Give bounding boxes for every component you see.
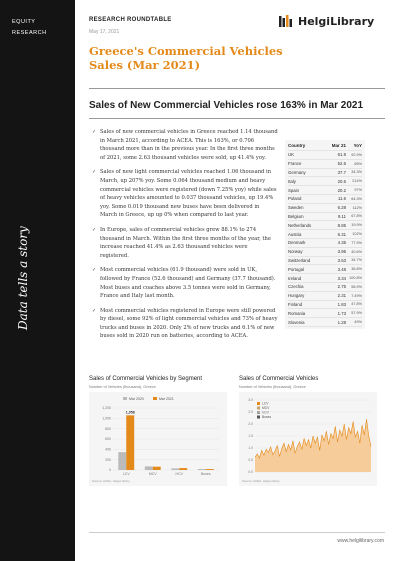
table-row [288,230,362,239]
cell-yoy: 7.49% [351,293,362,298]
cell-yoy: 214% [352,179,362,184]
brand-logo[interactable] [278,14,374,28]
cell-mar21: 3.53 [337,257,346,263]
cell-yoy: 97% [354,188,362,193]
brand-name: HelgiLibrary [298,14,375,28]
bar-mar-2021 [206,469,214,470]
cell-mar21: 52.6 [337,161,346,167]
cell-yoy: 112% [352,205,362,210]
cell-yoy: 92.9% [351,152,362,157]
cell-country: UK [288,152,294,158]
cell-mar21: 1.73 [337,310,346,316]
y-tick-label: 1.0 [248,446,253,451]
cell-mar21: 1.83 [337,301,346,307]
y-tick-label: 200 [105,457,111,462]
cell-country: France [288,161,302,167]
cell-mar21: 6.31 [337,231,346,237]
title-divider [89,88,385,89]
y-tick-label: 1,200 [102,406,111,411]
y-tick-label: 0.0 [248,470,253,475]
table-row [288,159,362,168]
chart-area [239,392,377,486]
cell-yoy: 19.9% [351,223,362,228]
cell-mar21: 2.31 [337,293,346,299]
cell-yoy: 67.8% [351,214,362,219]
table-row [288,318,362,327]
cell-yoy: 102% [352,232,362,237]
bar-mar-2020 [118,452,126,470]
table-row [288,256,362,265]
table-row [288,265,362,274]
y-tick-label: 3.0 [248,398,253,403]
legend-swatch [257,407,260,410]
cell-country: Netherlands [288,222,312,228]
sidebar [0,0,75,561]
header-kicker: RESEARCH ROUNDTABLE [89,17,172,23]
chart-source: Source: ACEA, Helgi Library [242,479,280,483]
sidebar-label-research: RESEARCH [12,30,47,36]
legend-swatch [153,397,157,400]
legend-swatch [257,416,260,419]
cell-mar21: 61.9 [337,152,346,158]
table-row [288,274,362,283]
cell-mar21: 4.35 [337,240,346,246]
bar-mar-2021 [179,468,187,470]
bar-mar-2021 [126,415,134,470]
cell-mar21: 3.48 [337,266,346,272]
y-tick-label: 400 [105,447,111,452]
cell-yoy: 49% [354,320,362,325]
cell-mar21: 1.28 [337,319,346,325]
cell-mar21: 9.11 [337,213,346,219]
bar-mar-2021 [153,467,161,470]
cell-country: Belgium [288,213,304,219]
cell-yoy: 40.6% [351,249,362,254]
section-divider [89,118,385,119]
legend-label: Mar 2021 [159,397,174,401]
y-tick-label: 0 [109,468,111,473]
cell-mar21: 6.28 [337,205,346,211]
table-row [288,186,362,195]
chart-title: Sales of Commercial Vehicles by Segment [89,376,203,382]
y-tick-label: 0.5 [248,458,253,463]
cell-mar21: 3.34 [337,275,346,281]
bullet-item: ✓ Most commercial vehicles registered in Europe were still powered by diesel, some 92% of light commercial vehicles and 73% of heavy trucks and buses in 2020. Only 2% of new trucks and 6.1% of new buses sold in 2020 run on batteries, according to ACEA. [92,307,278,341]
sidebar-label-equity: EQUITY [12,19,36,25]
cell-yoy: 65% [354,161,362,166]
segment-chart [89,376,227,486]
cell-yoy: 77.9% [351,240,362,245]
legend-swatch [257,411,260,414]
bar-mar-2020 [145,466,153,470]
cell-country: Slovenia [288,319,305,325]
cell-yoy: 36.8% [351,267,362,272]
cell-country: Germany [288,169,306,175]
bullet-item: ✓ In Europe, sales of commercial vehicles grew 88.1% to 274 thousand in March. Within the first three months of the year, the increase reached 41.4% as 2.63 thousand vehicles were registered. [92,226,278,260]
chart-source: Source: ACEA, Helgi Library [92,479,130,483]
x-tick-label: MCV [148,472,157,476]
header-date: May 17, 2021 [89,29,120,35]
library-icon [278,14,294,28]
bullet-item: ✓ Sales of new commercial vehicles in Greece reached 1.14 thousand in March 2021, according to ACEA. This is 163%, or 0.706 thousand more than in the previous year. In the first three months of 2021, some 2.63 thousand vehicles were sold, up 41.4% yoy. [92,128,278,162]
legend-label: LCV [262,401,269,406]
cell-yoy: 34.7% [351,258,362,263]
bar-mar-2020 [198,469,206,470]
sidebar-slogan: Data tells a story [16,226,30,330]
table-row [288,177,362,186]
x-tick-label: Buses [200,472,211,476]
y-tick-label: 2.0 [248,422,253,427]
table-row [288,247,362,256]
col-header-yoy: YoY [353,143,362,148]
cell-mar21: 3.95 [337,249,346,255]
bullet-list [92,128,278,347]
chart-title: Sales of Commercial Vehicles [239,376,319,382]
y-tick-label: 2.5 [248,410,253,415]
section-heading: Sales of New Commercial Vehicles rose 163% in Mar 2021 [89,100,364,111]
cell-mar21: 11.6 [337,196,346,202]
segment-bar-chart [89,392,227,486]
cell-mar21: 20.6 [337,178,346,184]
y-tick-label: 600 [105,437,111,442]
chart-area [89,392,227,486]
cell-country: Czechia [288,284,304,290]
cell-country: Portugal [288,266,305,272]
cell-yoy: 58.9% [351,284,362,289]
table-row [288,151,362,160]
cell-country: Austria [288,231,302,237]
cell-mar21: 37.7 [337,169,346,175]
chart-subtitle: Number of Vehicles (thousand), Greece [239,385,306,389]
cell-mar21: 8.85 [337,222,346,228]
y-tick-label: 1.5 [248,434,253,439]
table-row [288,194,362,203]
footer-link[interactable]: www.helgilibrary.com [337,538,384,544]
cell-mar21: 2.75 [337,284,346,290]
table-row [288,291,362,300]
country-table [285,140,365,329]
cell-country: Romania [288,310,306,316]
cell-country: Norway [288,249,303,255]
trend-area-chart [239,392,377,486]
cell-country: Switzerland [288,257,311,263]
data-label: 1,058 [125,410,135,415]
bullet-item: ✓ Most commercial vehicles (61.9 thousand) were sold in UK, followed by France (52.6 thousand) and Germany (37.7 thousand). Most buses and coaches above 3.5 tonnes were sold in Germany, France and Italy last month. [92,266,278,300]
legend-label: Buses [262,415,272,420]
series-area-lcv [255,419,371,472]
cell-country: Finland [288,301,303,307]
cell-yoy: 34.3% [351,170,362,175]
cell-country: Hungary [288,293,305,299]
legend-label: HCV [262,410,269,415]
table-row [288,168,362,177]
x-tick-label: HCV [175,472,183,476]
footer-divider [89,532,385,533]
cell-country: Poland [288,196,302,202]
cell-yoy: 64.3% [351,196,362,201]
col-header-country: Country [288,143,306,148]
cell-mar21: 20.2 [337,187,346,193]
table-header-row [288,142,362,151]
chart-subtitle: Number of Vehicles (thousand), Greece [89,385,156,389]
table-row [288,300,362,309]
table-row [288,212,362,221]
cell-country: Spain [288,187,299,193]
legend-label: Mar 2020 [129,397,144,401]
bullet-item: ✓ Sales of new light commercial vehicles reached 1.06 thousand in March, up 207% yoy. Some 0.064 thousand medium and heavy commercial vehicles were registered (down 7.25% yoy) while sales of heavy vehicles amounted to 0.037 thousand vehicles, up 19.4% yoy. Some 0.019 thousand new buses have been delivered in March in Greece, up up 0% when compared to last year. [92,168,278,220]
table-row [288,203,362,212]
cell-yoy: 100.8% [349,276,362,281]
legend-swatch [123,397,127,400]
table-row [288,282,362,291]
x-tick-label: LCV [122,472,130,476]
table-row [288,221,362,230]
legend-swatch [257,402,260,405]
table-row [288,238,362,247]
page-title: Greece's Commercial Vehicles Sales (Mar 2021) [89,44,283,72]
cell-country: Sweden [288,205,304,211]
cell-country: Ireland [288,275,302,281]
y-tick-label: 1,000 [102,416,111,421]
y-tick-label: 800 [105,426,111,431]
trend-chart [239,376,377,486]
legend-label: MCV [262,406,270,411]
cell-country: Denmark [288,240,306,246]
cell-country: Italy [288,178,296,184]
table-row [288,309,362,318]
col-header-mar21: Mar 21 [331,143,346,148]
bar-mar-2020 [171,468,179,470]
cell-yoy: 57.9% [351,311,362,316]
cell-yoy: 47.8% [351,302,362,307]
